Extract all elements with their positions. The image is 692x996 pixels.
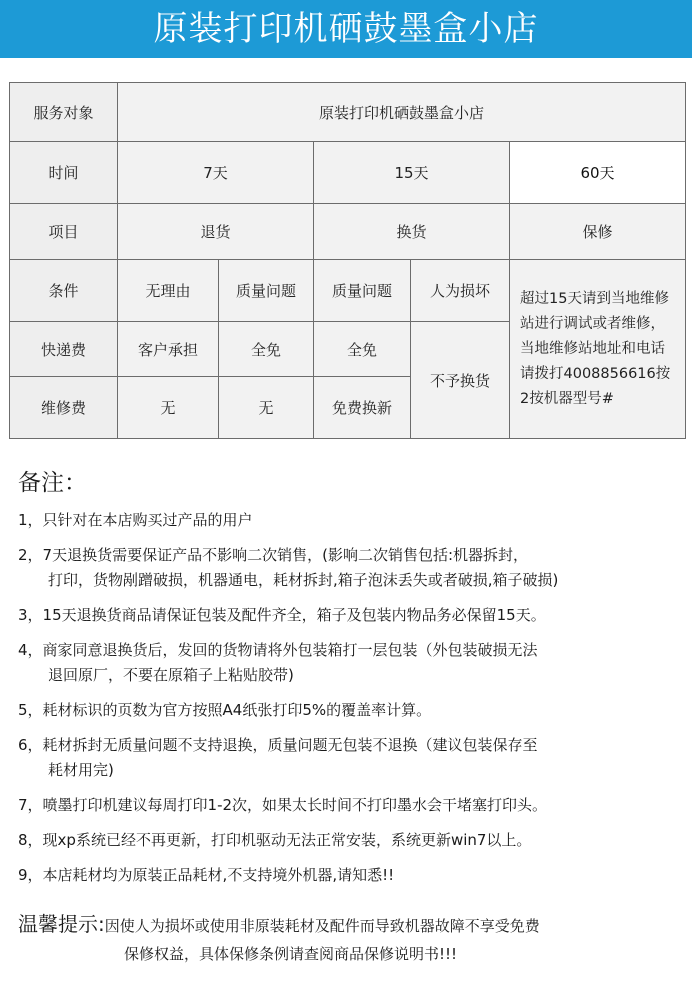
note-number: 2， xyxy=(18,546,43,564)
time-60-days: 60天 xyxy=(510,142,686,204)
note-number: 7， xyxy=(18,796,43,814)
fee-label: 维修费 xyxy=(10,377,118,439)
note-text: 耗材标识的页数为官方按照A4纸张打印5%的覆盖率计算。 xyxy=(42,701,432,719)
note-text: 耗材拆封无质量问题不支持退换，质量问题无包装不退换（建议包装保存至 xyxy=(42,736,538,754)
condition-label: 条件 xyxy=(10,260,118,322)
item-label: 项目 xyxy=(10,204,118,260)
note-item xyxy=(18,603,688,628)
item-return: 退货 xyxy=(118,204,314,260)
note-item xyxy=(18,638,688,688)
row-item xyxy=(10,204,686,260)
note-text: 7天退换货需要保证产品不影响二次销售，(影响二次销售包括:机器拆封， xyxy=(42,546,528,564)
tip-line-1: 因使人为损坏或使用非原装耗材及配件而导致机器故障不享受免费 xyxy=(104,917,540,935)
notes-title: 备注： xyxy=(18,470,87,496)
tip-line-2: 保修权益，具体保修条例请查阅商品保修说明书!!! xyxy=(124,945,458,963)
condition-quality-exchange: 质量问题 xyxy=(314,260,411,322)
note-item xyxy=(18,543,688,593)
shipping-free-2: 全免 xyxy=(314,322,411,377)
note-number: 6， xyxy=(18,736,43,754)
note-number: 8， xyxy=(18,831,43,849)
note-item xyxy=(18,733,688,783)
repair-note: 超过15天请到当地维修站进行调试或者维修，当地维修站地址和电话请拨打4008856616按2按机器型号# xyxy=(510,260,686,439)
shipping-label: 快递费 xyxy=(10,322,118,377)
note-number: 5， xyxy=(18,701,43,719)
row-condition xyxy=(10,260,686,322)
note-item xyxy=(18,828,688,853)
row-time xyxy=(10,142,686,204)
condition-human-damage: 人为损坏 xyxy=(411,260,510,322)
row-service xyxy=(10,83,686,142)
note-number: 9， xyxy=(18,866,43,884)
policy-table xyxy=(9,82,686,439)
time-7-days: 7天 xyxy=(118,142,314,204)
notes-section xyxy=(18,466,688,898)
condition-quality-return: 质量问题 xyxy=(219,260,314,322)
note-item xyxy=(18,793,688,818)
note-text: 现xp系统已经不再更新，打印机驱动无法正常安装，系统更新win7以上。 xyxy=(42,831,532,849)
fee-none-2: 无 xyxy=(219,377,314,439)
note-text: 15天退换货商品请保证包装及配件齐全，箱子及包装内物品务必保留15天。 xyxy=(42,606,546,624)
item-exchange: 换货 xyxy=(314,204,510,260)
fee-none-1: 无 xyxy=(118,377,219,439)
service-label: 服务对象 xyxy=(10,83,118,142)
note-number: 1， xyxy=(18,511,43,529)
note-text-continued: 耗材用完) xyxy=(48,761,114,779)
note-item xyxy=(18,508,688,533)
note-text: 商家同意退换货后，发回的货物请将外包装箱打一层包装（外包装破损无法 xyxy=(42,641,538,659)
note-number: 3， xyxy=(18,606,43,624)
warm-tip xyxy=(18,910,688,968)
note-text-continued: 打印，货物剐蹭破损，机器通电，耗材拆封,箱子泡沫丢失或者破损,箱子破损) xyxy=(48,571,559,589)
no-exchange: 不予换货 xyxy=(411,322,510,439)
note-text: 只针对在本店购买过产品的用户 xyxy=(42,511,253,529)
fee-free-replace: 免费换新 xyxy=(314,377,411,439)
banner-title: 原装打印机硒鼓墨盒小店 xyxy=(0,0,692,58)
item-repair: 保修 xyxy=(510,204,686,260)
shipping-free-1: 全免 xyxy=(219,322,314,377)
note-item xyxy=(18,698,688,723)
note-number: 4， xyxy=(18,641,43,659)
condition-no-reason: 无理由 xyxy=(118,260,219,322)
service-value: 原装打印机硒鼓墨盒小店 xyxy=(118,83,686,142)
note-text: 本店耗材均为原装正品耗材,不支持境外机器,请知悉!! xyxy=(42,866,395,884)
note-text: 喷墨打印机建议每周打印1-2次，如果太长时间不打印墨水会干堵塞打印头。 xyxy=(42,796,548,814)
tip-title: 温馨提示: xyxy=(18,912,105,936)
note-item xyxy=(18,863,688,888)
shipping-customer: 客户承担 xyxy=(118,322,219,377)
time-label: 时间 xyxy=(10,142,118,204)
time-15-days: 15天 xyxy=(314,142,510,204)
note-text-continued: 退回原厂，不要在原箱子上粘贴胶带) xyxy=(48,666,294,684)
